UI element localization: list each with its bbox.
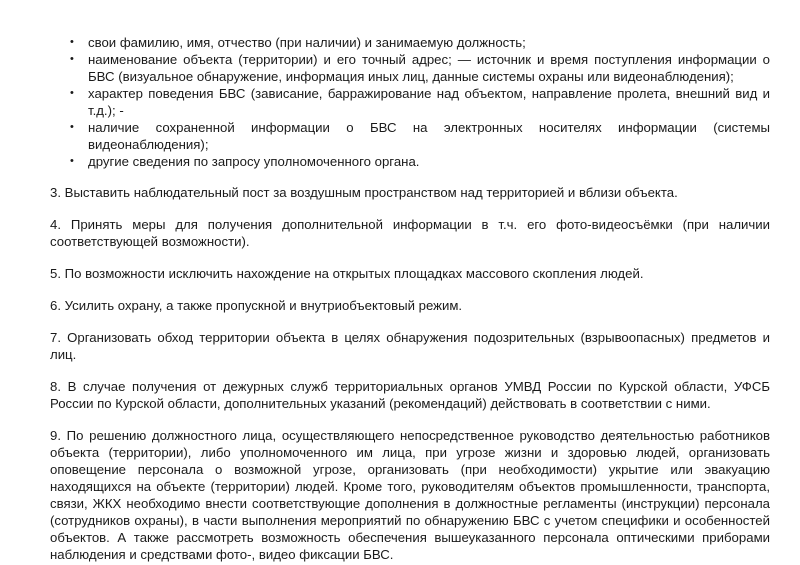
bullet-item: • наличие сохраненной информации о БВС на электронных носителях информации (системы видеонаблюдения); bbox=[70, 120, 770, 152]
paragraph-4: 4. Принять меры для получения дополнительной информации в т.ч. его фото-видеосъёмки (при наличии соответствующей возможности). bbox=[50, 217, 770, 249]
paragraph-7: 7. Организовать обход территории объекта в целях обнаружения подозрительных (взрывоопасных) предметов и лиц. bbox=[50, 330, 770, 362]
paragraph-5: 5. По возможности исключить нахождение на открытых площадках массового скопления людей. bbox=[50, 266, 644, 281]
paragraph-8: 8. В случае получения от дежурных служб территориальных органов УМВД России по Курской области, УФСБ России по Курской области, дополнительных указаний (рекомендаций) действовать в соответствии с ними. bbox=[50, 379, 770, 411]
bullet-icon: • bbox=[70, 155, 74, 167]
paragraph-9: 9. По решению должностного лица, осуществляющего непосредственное руководство деятельностью работников объекта (территории), либо уполномоченного им лица, при угрозе жизни и здоровью людей, организовать оповещение персонала о возможной угрозе, организовать (при необходимости) укрытие или эвакуацию находящихся на объекте (территории) людей. Кроме того, руководителям объектов промышленности, транспорта, связи, ЖКХ необходимо внести соответствующие дополнения в должностные регламенты (инструкции) персонала (сотрудников охраны), в части выполнения мероприятий по обнаружению БВС с учетом специфики и особенностей объектов. А также рассмотреть возможность обеспечения вышеуказанного персонала оптическими приборами наблюдения и средствами фото-, видео фиксации БВС. bbox=[50, 428, 770, 562]
bullet-item: • характер поведения БВС (зависание, барражирование над объектом, направление пролета, внешний вид и т.д.); - bbox=[70, 86, 770, 118]
bullet-item: • другие сведения по запросу уполномоченного органа. bbox=[70, 154, 420, 169]
bullet-icon: • bbox=[70, 121, 74, 133]
bullet-item: • свои фамилию, имя, отчество (при наличии) и занимаемую должность; bbox=[70, 35, 526, 50]
paragraph-3: 3. Выставить наблюдательный пост за воздушным пространством над территорией и вблизи объекта. bbox=[50, 185, 678, 200]
bullet-icon: • bbox=[70, 87, 74, 99]
paragraph-6: 6. Усилить охрану, а также пропускной и внутриобъектовый режим. bbox=[50, 298, 463, 313]
bullet-icon: • bbox=[70, 36, 74, 48]
bullet-item: • наименование объекта (территории) и его точный адрес; — источник и время поступления информации о БВС (визуальное обнаружение, информация иных лиц, данные системы охраны или видеонаблюдения); bbox=[70, 52, 770, 84]
bullet-list bbox=[50, 34, 770, 170]
bullet-icon: • bbox=[70, 53, 74, 65]
